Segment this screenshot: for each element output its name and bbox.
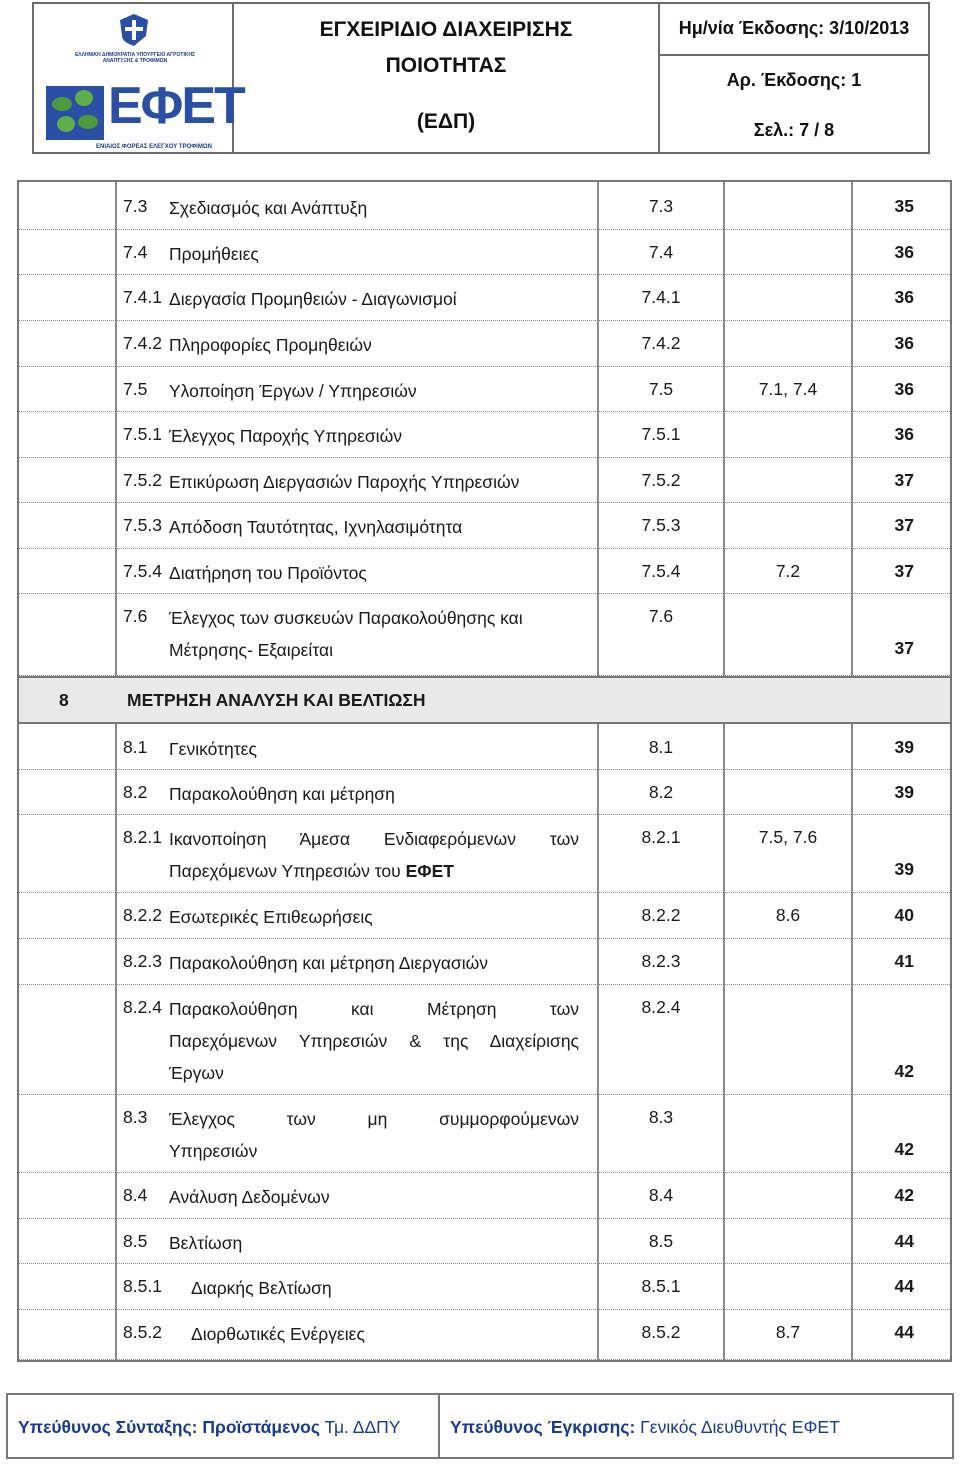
table-row: 7.5.2 Επικύρωση Διεργασιών Παροχής Υπηρεσιών 7.5.2 37 [19,458,950,503]
logo-subtitle: ΕΛΛΗΝΙΚΗ ΔΗΜΟΚΡΑΤΙΑ ΥΠΟΥΡΓΕΙΟ ΑΓΡΟΤΙΚΗΣ ΑΝΑΠΤΥΞΗΣ & ΤΡΟΦΙΜΩΝ [74,52,196,64]
table-row: 7.3 Σχεδιασμός και Ανάπτυξη 7.3 35 [19,182,950,230]
table-row: 8.2.2 Εσωτερικές Επιθεωρήσεις 8.2.2 8.6 40 [19,893,950,939]
section-title: ΜΕΤΡΗΣΗ ΑΝΑΛΥΣΗ ΚΑΙ ΒΕΛΤΙΩΣΗ [127,690,426,710]
table-row: 7.5.1 Έλεγχος Παροχής Υπηρεσιών 7.5.1 36 [19,412,950,458]
logo-tagline: ΕΝΙΑΙΟΣ ΦΟΡΕΑΣ ΕΛΕΓΧΟΥ ΤΡΟΦΙΜΩΝ [96,144,212,150]
author-cell [8,1395,440,1457]
table-row: 7.5 Υλοποίηση Έργων / Υπηρεσιών 7.5 7.1, 7.4 36 [19,367,950,412]
author-label: Υπεύθυνος Σύνταξης: Προϊστάμενος [18,1417,320,1437]
table-row: 8.2.4 Παρακολούθηση και Μέτρηση των Παρεχόμενων Υπηρεσιών & της Διαχείρισης Έργων 8.2.4 42 [19,985,950,1095]
table-row: 7.6 Έλεγχος των συσκευών Παρακολούθησης και Μέτρησης- Εξαιρείται 7.6 37 [19,594,950,676]
document-header [32,2,930,154]
section-heading-row [19,676,950,724]
table-row: 7.4.2 Πληροφορίες Προμηθειών 7.4.2 36 [19,321,950,367]
table-row: 8.5.1 Διαρκής Βελτίωση 8.5.1 44 [19,1264,950,1310]
logo-wordmark: ΕΦΕΤ [108,77,244,135]
author-value: Τμ. ΔΔΠΥ [319,1417,401,1437]
greek-emblem-icon [116,12,152,48]
section-number: 8 [59,690,69,710]
table-row: 7.4 Προμήθειες 7.4 36 [19,230,950,275]
table-row: 7.5.3 Απόδοση Ταυτότητας, Ιχνηλασιμότητα 7.5.3 37 [19,503,950,549]
table-row: 8.3 Έλεγχος των μη συμμορφούμενων Υπηρεσιών 8.3 42 [19,1095,950,1173]
table-row: 8.4 Ανάλυση Δεδομένων 8.4 42 [19,1173,950,1219]
approver-cell [440,1395,952,1457]
contents-table [17,180,952,1362]
table-row: 8.2.1 Ικανοποίηση Άμεσα Ενδιαφερόμενων των Παρεχόμενων Υπηρεσιών του ΕΦΕΤ 8.2.1 7.5, 7.6 39 [19,815,950,893]
table-row: 8.5.2 Διορθωτικές Ενέργειες 8.5.2 8.7 44 [19,1310,950,1360]
table-row: 8.2 Παρακολούθηση και μέτρηση 8.2 39 [19,770,950,815]
meta-cell [660,4,928,152]
title-cell [234,4,660,152]
approver-value: Γενικός Διευθυντής ΕΦΕΤ [635,1417,840,1437]
approver-label: Υπεύθυνος Έγκρισης: [450,1417,636,1437]
document-footer [6,1393,954,1459]
issue-number: Αρ. Έκδοσης: 1 [726,70,862,90]
table-row: 8.2.3 Παρακολούθηση και μέτρηση Διεργασιών 8.2.3 41 [19,939,950,985]
table-row: 7.4.1 Διεργασία Προμηθειών - Διαγωνισμοί 7.4.1 36 [19,275,950,321]
table-row: 7.5.4 Διατήρηση του Προϊόντος 7.5.4 7.2 37 [19,549,950,594]
document-title: ΕΓΧΕΙΡΙΔΙΟ ΔΙΑΧΕΙΡΙΣΗΣ ΠΟΙΟΤΗΤΑΣ (ΕΔΠ) [319,18,573,133]
issue-date: Ημ/νία Έκδοσης: 3/10/2013 [678,18,910,38]
page-number: Σελ.: 7 / 8 [753,120,835,140]
table-row: 8.5 Βελτίωση 8.5 44 [19,1219,950,1264]
logo-cell [34,4,244,152]
table-row: 8.1 Γενικότητες 8.1 39 [19,724,950,770]
